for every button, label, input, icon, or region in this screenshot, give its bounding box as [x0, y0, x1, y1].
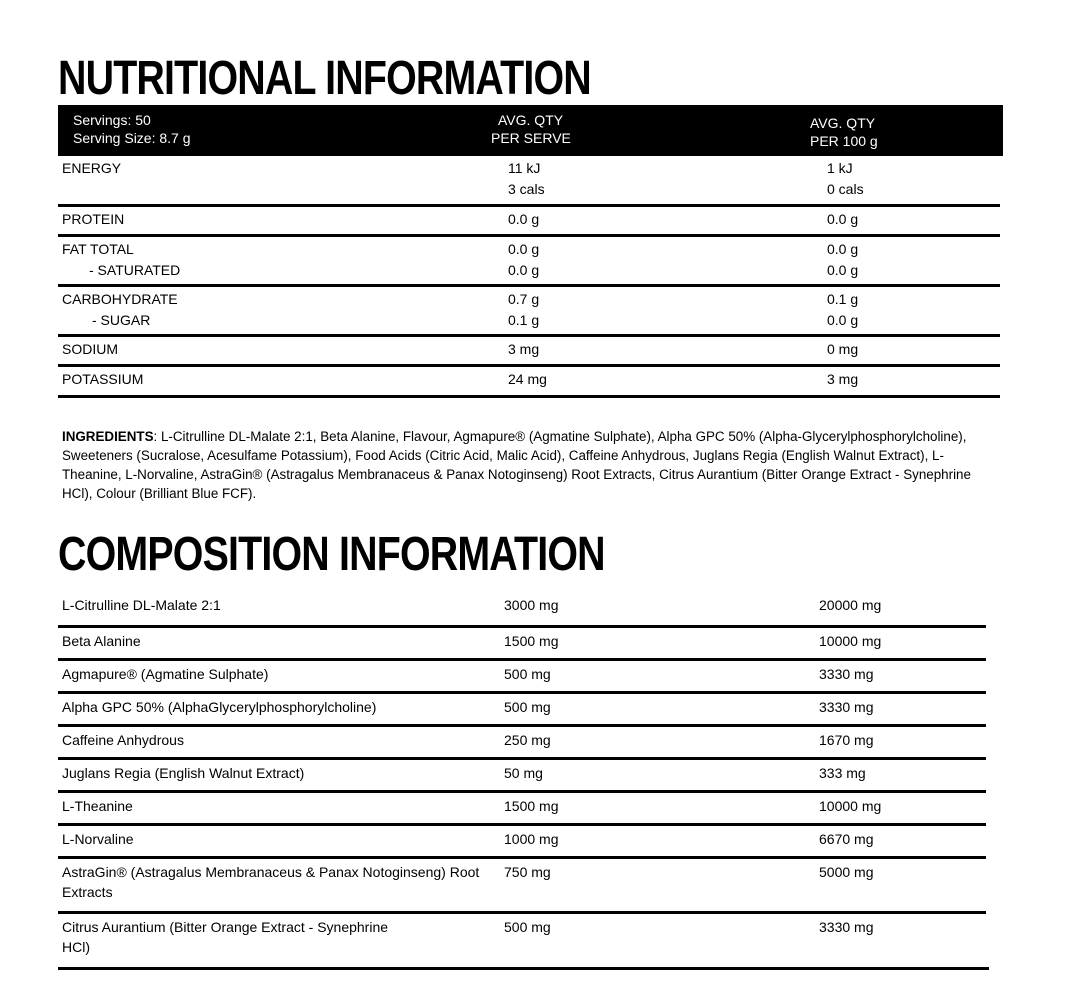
- per-100g-amount: 333 mg: [819, 765, 866, 781]
- per-serve-amount: 750 mg: [504, 864, 551, 880]
- per-100g-value: 0 cals: [827, 181, 864, 197]
- ingredient-name: Caffeine Anhydrous: [62, 732, 184, 748]
- serving-size: Serving Size: 8.7 g: [73, 130, 191, 146]
- composition-row: [58, 592, 986, 628]
- nutrition-row-sodium: [58, 337, 1000, 367]
- ingredient-name: L-Citrulline DL-Malate 2:1: [62, 597, 221, 613]
- per-serve-value: 0.1 g: [508, 312, 540, 328]
- ingredients-label: INGREDIENTS: [62, 429, 154, 444]
- ingredient-name: AstraGin® (Astragalus Membranaceus & Panax Notoginseng) Root Extracts: [62, 864, 480, 900]
- per-100g-amount: 20000 mg: [819, 597, 882, 613]
- per-serve-value: 0.0 g: [508, 241, 540, 257]
- nutrition-row-energy: [58, 156, 1000, 207]
- nutrient-label: ENERGY: [62, 160, 122, 176]
- per-100g-value: 1 kJ: [827, 160, 853, 176]
- nutrition-table: [58, 105, 1003, 398]
- ingredient-name: Juglans Regia (English Walnut Extract): [62, 765, 305, 781]
- nutrient-sublabel: - SUGAR: [92, 312, 151, 328]
- per-serve-value: 3 mg: [508, 341, 540, 357]
- per-100g-value: 0.0 g: [827, 211, 859, 227]
- nutrition-row-fat: [58, 237, 1000, 287]
- ingredient-name: L-Norvaline: [62, 831, 134, 847]
- per-serve-amount: 250 mg: [504, 732, 551, 748]
- per-100g-amount: 3330 mg: [819, 666, 874, 682]
- composition-table: [58, 592, 986, 970]
- per-serve-amount: 500 mg: [504, 666, 551, 682]
- per-serve-amount: 1000 mg: [504, 831, 559, 847]
- nutrient-label: SODIUM: [62, 341, 118, 357]
- per-serve-amount: 3000 mg: [504, 597, 559, 613]
- per-100g-value: 3 mg: [827, 371, 859, 387]
- header-col2-line1: AVG. QTY: [498, 112, 564, 128]
- per-serve-value: 0.0 g: [508, 262, 540, 278]
- nutrition-row-protein: [58, 207, 1000, 237]
- nutrient-label: FAT TOTAL: [62, 241, 134, 257]
- per-serve-value: 0.0 g: [508, 211, 540, 227]
- per-100g-amount: 3330 mg: [819, 699, 874, 715]
- per-100g-amount: 6670 mg: [819, 831, 874, 847]
- per-100g-value: 0.1 g: [827, 291, 859, 307]
- per-serve-amount: 500 mg: [504, 919, 551, 935]
- composition-row: [58, 859, 986, 914]
- per-serve-amount: 500 mg: [504, 699, 551, 715]
- header-col2-line2: PER SERVE: [491, 130, 571, 146]
- nutrient-sublabel: - SATURATED: [89, 262, 181, 278]
- ingredient-name: L-Theanine: [62, 798, 133, 814]
- per-100g-value: 0 mg: [827, 341, 859, 357]
- composition-information-title: COMPOSITION INFORMATION: [58, 528, 605, 581]
- per-100g-value: 0.0 g: [827, 312, 859, 328]
- per-serve-amount: 1500 mg: [504, 633, 559, 649]
- per-100g-amount: 10000 mg: [819, 633, 882, 649]
- nutrient-label: CARBOHYDRATE: [62, 291, 178, 307]
- composition-row: [58, 793, 986, 826]
- ingredient-name: Citrus Aurantium (Bitter Orange Extract - Synephrine HCl): [62, 919, 389, 955]
- composition-row: [58, 760, 986, 793]
- ingredient-name: Beta Alanine: [62, 633, 141, 649]
- avg-qty-per-serve-header: [491, 111, 571, 147]
- per-serve-value: 11 kJ: [508, 160, 541, 176]
- header-col3-line1: AVG. QTY: [810, 115, 876, 131]
- per-serve-value: 24 mg: [508, 371, 547, 387]
- per-100g-amount: 3330 mg: [819, 919, 874, 935]
- per-100g-value: 0.0 g: [827, 241, 859, 257]
- nutrition-row-potassium: [58, 367, 1000, 398]
- avg-qty-per-100g-header: [810, 114, 878, 150]
- nutrition-table-header: [58, 105, 1003, 156]
- servings-info: [73, 111, 191, 147]
- per-100g-value: 0.0 g: [827, 262, 859, 278]
- ingredients-text: : L-Citrulline DL-Malate 2:1, Beta Alanine, Flavour, Agmapure® (Agmatine Sulphate), Alpha GPC 50% (Alpha-Glycerylphosphorylcholine), Sweeteners (Sucralose, Acesulfame Potassium), Food Acids (Citric Acid, Malic Acid), Caffeine Anhydrous, Juglans Regia (English Walnut Extract), L-Theanine, L-Norvaline, AstraGin® (Astragalus Membranaceus & Panax Notoginseng) Root Extracts, Citrus Aurantium (Bitter Orange Extract - Synephrine HCl), Colour (Brilliant Blue FCF).: [62, 429, 971, 501]
- per-serve-amount: 1500 mg: [504, 798, 559, 814]
- composition-row: [58, 628, 986, 661]
- composition-row: [58, 661, 986, 694]
- ingredient-name: Alpha GPC 50% (AlphaGlycerylphosphorylcholine): [62, 699, 377, 715]
- composition-row: [58, 914, 989, 970]
- per-100g-amount: 10000 mg: [819, 798, 882, 814]
- nutrition-row-carbohydrate: [58, 287, 1000, 337]
- per-serve-value: 3 cals: [508, 181, 545, 197]
- nutrient-label: POTASSIUM: [62, 371, 144, 387]
- ingredient-name: Agmapure® (Agmatine Sulphate): [62, 666, 269, 682]
- composition-row: [58, 826, 986, 859]
- per-100g-amount: 5000 mg: [819, 864, 874, 880]
- nutritional-information-title: NUTRITIONAL INFORMATION: [58, 52, 591, 105]
- per-serve-amount: 50 mg: [504, 765, 543, 781]
- nutrient-label: PROTEIN: [62, 211, 125, 227]
- per-serve-value: 0.7 g: [508, 291, 540, 307]
- header-col3-line2: PER 100 g: [810, 133, 878, 149]
- per-100g-amount: 1670 mg: [819, 732, 874, 748]
- servings-count: Servings: 50: [73, 112, 151, 128]
- composition-row: [58, 694, 986, 727]
- composition-row: [58, 727, 986, 760]
- ingredients-paragraph: [62, 427, 997, 503]
